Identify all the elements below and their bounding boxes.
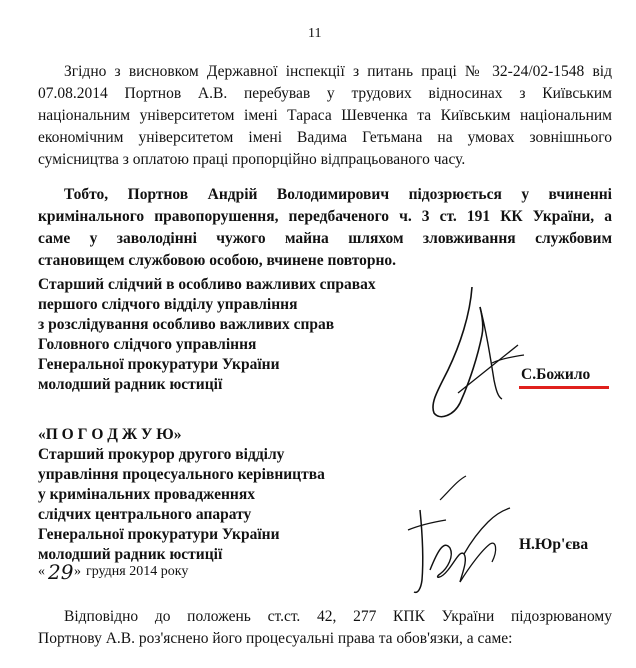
approval-signature [400, 470, 515, 600]
paragraph1-line: національним університетом імені Тараса Шевченка та Київським національним [38, 107, 612, 124]
investigator-title-line: Старший слідчий в особливо важливих справах [38, 276, 376, 293]
investigator-name: С.Божило [521, 366, 591, 383]
approval-title-line: слідчих центрального апарату [38, 506, 252, 523]
paragraph1-line: економічним університетом імені Вадима Гетьмана на умовах зовнішнього [38, 129, 612, 146]
name-underline [519, 386, 609, 389]
investigator-title-line: з розслідування особливо важливих справ [38, 316, 335, 333]
date-close-quote: » [74, 564, 81, 579]
approval-heading: «П О Г О Д Ж У Ю» [38, 426, 182, 443]
paragraph3-line: Відповідно до положень ст.ст. 42, 277 КПК України підозрюваному [64, 608, 612, 625]
investigator-title-line: Головного слідчого управління [38, 336, 257, 353]
approval-title-line: у кримінальних провадженнях [38, 486, 255, 503]
approval-title-line: управління процесуального керівництва [38, 466, 325, 483]
date-open-quote: « [38, 564, 45, 579]
paragraph2-line: кримінального правопорушення, передбаченого ч. 3 ст. 191 КК України, а [38, 208, 612, 225]
paragraph2-line: Тобто, Портнов Андрій Володимирович підозрюється у вчиненні [64, 186, 612, 203]
approval-title-line: молодший радник юстиції [38, 546, 223, 563]
date-month-year: грудня 2014 року [86, 564, 189, 579]
paragraph2-line: саме у заволодінні чужого майна шляхом зловживання службовим [38, 230, 612, 247]
approval-title-line: Генеральної прокуратури України [38, 526, 280, 543]
investigator-title-line: першого слідчого відділу управління [38, 296, 298, 313]
paragraph1-line: 07.08.2014 Портнов А.В. перебував у трудових відносинах з Київським [38, 85, 612, 102]
investigator-signature [420, 285, 530, 425]
approval-title-line: Старший прокурор другого відділу [38, 446, 285, 463]
paragraph1-line: Згідно з висновком Державної інспекції з питань праці № 32-24/02-1548 від [64, 63, 612, 80]
approval-name: Н.Юр'єва [519, 536, 589, 553]
page-number: 11 [308, 26, 322, 41]
investigator-title-line: Генеральної прокуратури України [38, 356, 280, 373]
paragraph3-line: Портнову А.В. роз'яснено його процесуальні права та обов'язки, а саме: [38, 630, 513, 647]
date-day-handwritten: 29 [48, 560, 74, 584]
investigator-title-line: молодший радник юстиції [38, 376, 223, 393]
paragraph1-line: сумісництва з оплатою праці пропорційно відпрацьованого часу. [38, 151, 466, 168]
paragraph2-line: становищем службовою особою, вчинене повторно. [38, 252, 397, 269]
